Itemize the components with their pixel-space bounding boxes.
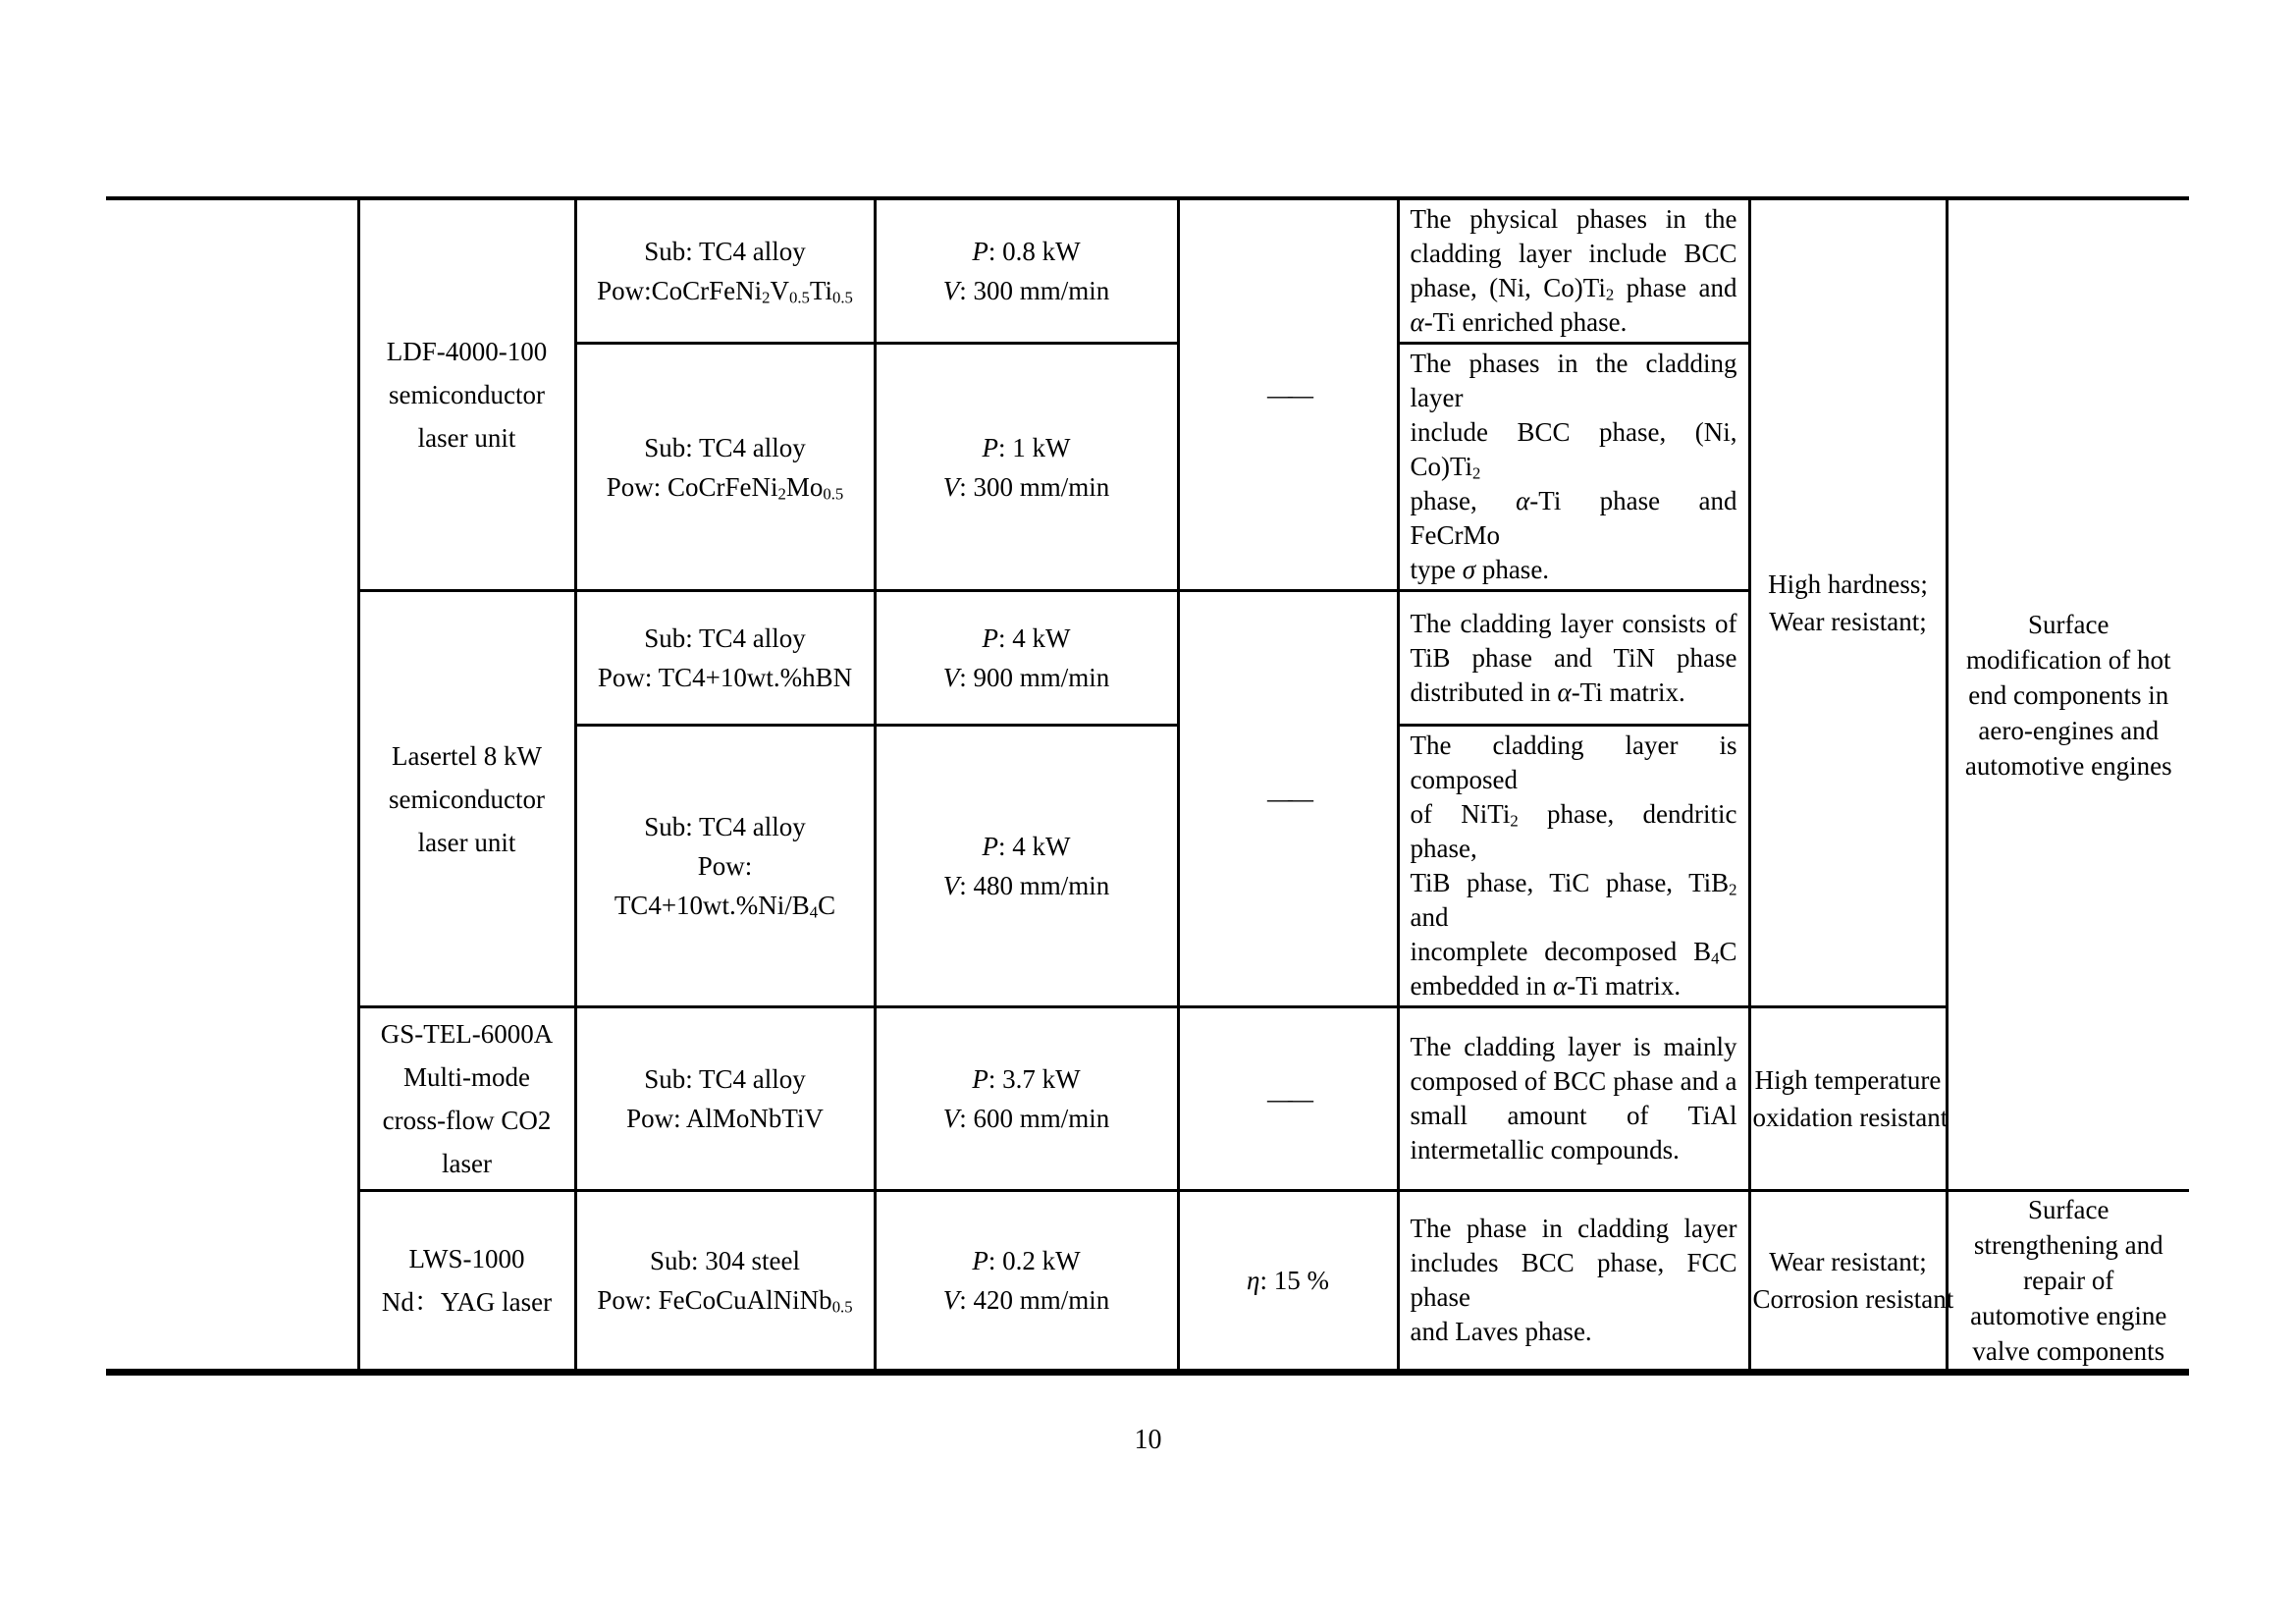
properties-cell: High hardness; Wear resistant; bbox=[1749, 198, 1947, 1007]
speed-text: V: 300 mm/min bbox=[942, 276, 1110, 305]
dash-placeholder: —— bbox=[1267, 1084, 1308, 1113]
laser-unit-cell-lasertel: Lasertel 8 kW semiconductor laser unit bbox=[358, 591, 575, 1007]
efficiency-cell bbox=[1178, 591, 1398, 1007]
dash-placeholder: —— bbox=[1267, 785, 1308, 813]
parameters-cell bbox=[875, 198, 1178, 344]
applications-cell: Surface modification of hot end components in aero-engines and automotive engines bbox=[1947, 198, 2189, 1191]
substrate-text: Sub: TC4 alloy bbox=[644, 623, 806, 653]
power-text: P: 0.2 kW bbox=[972, 1246, 1081, 1275]
parameters-cell bbox=[875, 591, 1178, 726]
speed-text: V: 600 mm/min bbox=[942, 1104, 1110, 1133]
speed-text: V: 900 mm/min bbox=[942, 663, 1110, 692]
powder-text: Pow: $TC4+10wt.\%Ni/B_4C$ bbox=[614, 851, 836, 922]
phases-cell: The cladding layer is composed of NiTi$_2$ phase, dendritic phase, TiB phase, TiC phase, TiB$_2$ and incomplete decomposed $B_4C$ embedded in α-Ti matrix. bbox=[1398, 726, 1749, 1007]
page-number: 10 bbox=[1134, 1425, 1162, 1455]
parameters-cell bbox=[875, 344, 1178, 591]
phases-cell: The cladding layer is mainly composed of BCC phase and a small amount of TiAl intermetallic compounds. bbox=[1398, 1007, 1749, 1191]
substrate-powder-cell bbox=[575, 198, 875, 344]
table-row bbox=[106, 1191, 2189, 1373]
efficiency-cell bbox=[1178, 198, 1398, 591]
properties-cell: Wear resistant; Corrosion resistant bbox=[1749, 1191, 1947, 1373]
power-text: P: 4 kW bbox=[982, 623, 1071, 653]
parameters-cell bbox=[875, 1007, 1178, 1191]
powder-text: $Pow:CoCrFeNi_2V_{0.5}Ti_{0.5}$ bbox=[597, 276, 853, 307]
phases-cell: The cladding layer consists of TiB phase and TiN phase distributed in α-Ti matrix. bbox=[1398, 591, 1749, 726]
substrate-text: Sub: TC4 alloy bbox=[644, 812, 806, 841]
table-row bbox=[106, 1007, 2189, 1191]
substrate-powder-cell bbox=[575, 591, 875, 726]
parameters-cell bbox=[875, 726, 1178, 1007]
substrate-text: Sub: TC4 alloy bbox=[644, 237, 806, 266]
efficiency-cell bbox=[1178, 1007, 1398, 1191]
substrate-powder-cell bbox=[575, 726, 875, 1007]
parameters-cell bbox=[875, 1191, 1178, 1373]
applications-cell: Surface strengthening and repair of automotive engine valve components bbox=[1947, 1191, 2189, 1373]
properties-cell: High temperature oxidation resistant bbox=[1749, 1007, 1947, 1191]
powder-text: Pow: $CoCrFeNi_2Mo_{0.5}$ bbox=[606, 471, 844, 504]
powder-text: Pow: AlMoNbTiV bbox=[626, 1104, 824, 1133]
substrate-text: Sub: TC4 alloy bbox=[644, 432, 806, 462]
laser-unit-cell-gstel: GS-TEL-6000A Multi-mode cross-flow CO2 laser bbox=[358, 1007, 575, 1191]
speed-text: V: 420 mm/min bbox=[942, 1285, 1110, 1315]
phases-cell: The physical phases in the cladding layer include BCC phase, (Ni, $Co)Ti_2$ phase and α-Ti enriched phase. bbox=[1398, 198, 1749, 344]
laser-unit-cell-lws: LWS-1000 Nd：YAG laser bbox=[358, 1191, 575, 1373]
power-text: P: 0.8 kW bbox=[972, 237, 1081, 266]
powder-text: Pow: FeCoCuAlNiNb$_{0.5}$ bbox=[597, 1285, 853, 1317]
dash-placeholder: —— bbox=[1267, 380, 1308, 409]
power-text: P: 3.7 kW bbox=[972, 1064, 1081, 1094]
power-text: P: 1 kW bbox=[982, 432, 1071, 462]
phases-cell: The phases in the cladding layer include BCC phase, (Ni, $Co)Ti_2$ phase, α-Ti phase and FeCrMo type σ phase. bbox=[1398, 344, 1749, 591]
laser-unit-cell-ldf: LDF-4000-100 semiconductor laser unit bbox=[358, 198, 575, 591]
substrate-text: Sub: 304 steel bbox=[650, 1246, 800, 1275]
phases-cell: The phase in cladding layer includes BCC phase, FCC phase and Laves phase. bbox=[1398, 1191, 1749, 1373]
substrate-powder-cell bbox=[575, 344, 875, 591]
substrate-powder-cell bbox=[575, 1191, 875, 1373]
laser-cladding-table bbox=[106, 196, 2189, 1376]
table-row bbox=[106, 198, 2189, 344]
powder-text: Pow: TC4+10wt.%hBN bbox=[597, 663, 853, 692]
substrate-text: Sub: TC4 alloy bbox=[644, 1064, 806, 1094]
power-text: P: 4 kW bbox=[982, 832, 1071, 861]
speed-text: V: 480 mm/min bbox=[942, 871, 1110, 900]
substrate-powder-cell bbox=[575, 1007, 875, 1191]
empty-row-header-cell bbox=[106, 198, 358, 1373]
efficiency-cell: η: 15 % bbox=[1178, 1191, 1398, 1373]
speed-text: V: 300 mm/min bbox=[942, 471, 1110, 502]
